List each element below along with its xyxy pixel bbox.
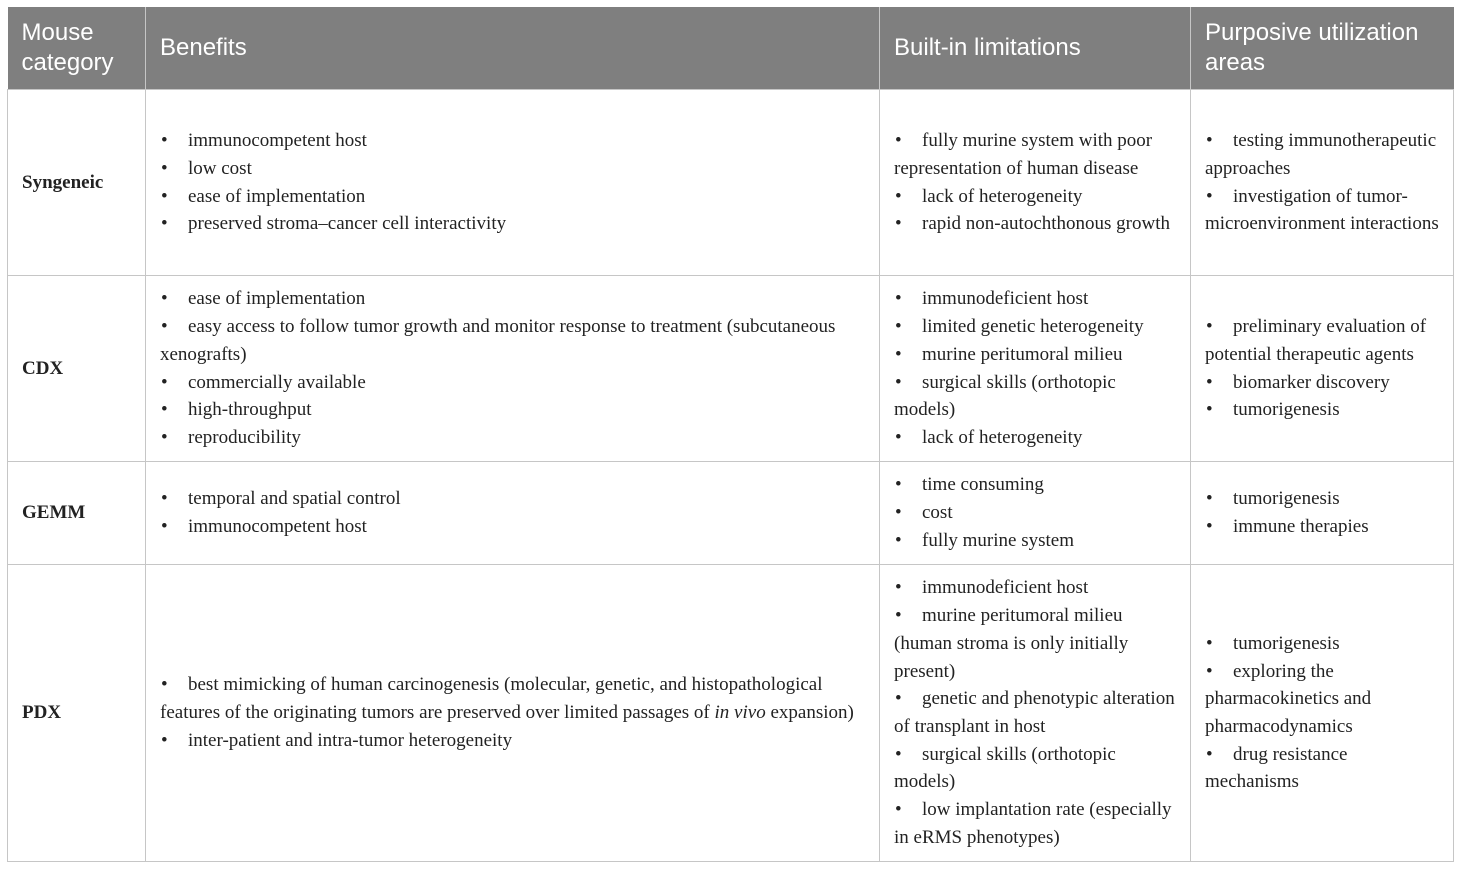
row-category: CDX xyxy=(8,276,146,462)
italic-term: in vivo xyxy=(714,702,766,724)
benefit-text: expansion) xyxy=(765,702,854,724)
row-category: PDX xyxy=(8,565,146,862)
list-item: • easy access to follow tumor growth and monitor response to treatment (subcutaneous xenografts) xyxy=(160,313,865,368)
list-item: • immunocompetent host xyxy=(160,127,865,155)
benefits-cell xyxy=(146,90,880,276)
list-item: • high-throughput xyxy=(160,396,865,424)
row-category: Syngeneic xyxy=(8,90,146,276)
header-row xyxy=(8,7,1454,90)
list-item: • tumorigenesis xyxy=(1205,485,1439,513)
list-item: • tumorigenesis xyxy=(1205,396,1439,424)
list-item: • preserved stroma–cancer cell interactivity xyxy=(160,210,865,238)
list-item: • immunodeficient host xyxy=(894,574,1176,602)
table-row xyxy=(8,90,1454,276)
list-item: • lack of heterogeneity xyxy=(894,183,1176,211)
uses-cell xyxy=(1191,565,1454,862)
comparison-table xyxy=(7,7,1454,862)
header-mouse-category: Mouse category xyxy=(8,7,146,90)
benefits-cell xyxy=(146,565,880,862)
list-item: • low cost xyxy=(160,155,865,183)
list-item: • ease of implementation xyxy=(160,285,865,313)
list-item: • investigation of tumor-microenvironment interactions xyxy=(1205,183,1439,238)
benefits-cell xyxy=(146,276,880,462)
list-item: • fully murine system xyxy=(894,527,1176,555)
list-item: • immunodeficient host xyxy=(894,285,1176,313)
list-item: • drug resistance mechanisms xyxy=(1205,741,1439,796)
list-item: • fully murine system with poor representation of human disease xyxy=(894,127,1176,182)
uses-cell xyxy=(1191,90,1454,276)
list-item: • commercially available xyxy=(160,369,865,397)
header-limitations: Built-in limitations xyxy=(880,7,1191,90)
list-item: • murine peritumoral milieu (human stroma is only initially present) xyxy=(894,602,1176,685)
header-utilization-areas: Purposive utilization areas xyxy=(1191,7,1454,90)
limitations-cell xyxy=(880,276,1191,462)
list-item: • reproducibility xyxy=(160,424,865,452)
list-item: • immune therapies xyxy=(1205,513,1439,541)
header-benefits: Benefits xyxy=(146,7,880,90)
table-row xyxy=(8,276,1454,462)
list-item: • biomarker discovery xyxy=(1205,369,1439,397)
table-row xyxy=(8,462,1454,565)
list-item: • temporal and spatial control xyxy=(160,485,865,513)
list-item: • preliminary evaluation of potential therapeutic agents xyxy=(1205,313,1439,368)
list-item: • cost xyxy=(894,499,1176,527)
list-item: • exploring the pharmacokinetics and pharmacodynamics xyxy=(1205,658,1439,741)
list-item: • rapid non-autochthonous growth xyxy=(894,210,1176,238)
limitations-cell xyxy=(880,565,1191,862)
limitations-cell xyxy=(880,90,1191,276)
list-item: • time consuming xyxy=(894,471,1176,499)
limitations-cell xyxy=(880,462,1191,565)
list-item xyxy=(160,671,865,726)
list-item: • low implantation rate (especially in eRMS phenotypes) xyxy=(894,796,1176,851)
list-item: • inter-patient and intra-tumor heterogeneity xyxy=(160,727,865,755)
benefit-text: best mimicking of human carcinogenesis (molecular, genetic, and histopathological features of the originating tumors are preserved over limited passages of xyxy=(160,674,823,724)
list-item: • murine peritumoral milieu xyxy=(894,341,1176,369)
list-item: • genetic and phenotypic alteration of transplant in host xyxy=(894,685,1176,740)
row-category: GEMM xyxy=(8,462,146,565)
list-item: • immunocompetent host xyxy=(160,513,865,541)
list-item: • testing immunotherapeutic approaches xyxy=(1205,127,1439,182)
list-item: • lack of heterogeneity xyxy=(894,424,1176,452)
table-row xyxy=(8,565,1454,862)
uses-cell xyxy=(1191,276,1454,462)
list-item: • ease of implementation xyxy=(160,183,865,211)
list-item: • limited genetic heterogeneity xyxy=(894,313,1176,341)
list-item: • surgical skills (orthotopic models) xyxy=(894,741,1176,796)
list-item: • tumorigenesis xyxy=(1205,630,1439,658)
list-item: • surgical skills (orthotopic models) xyxy=(894,369,1176,424)
benefits-cell xyxy=(146,462,880,565)
uses-cell xyxy=(1191,462,1454,565)
